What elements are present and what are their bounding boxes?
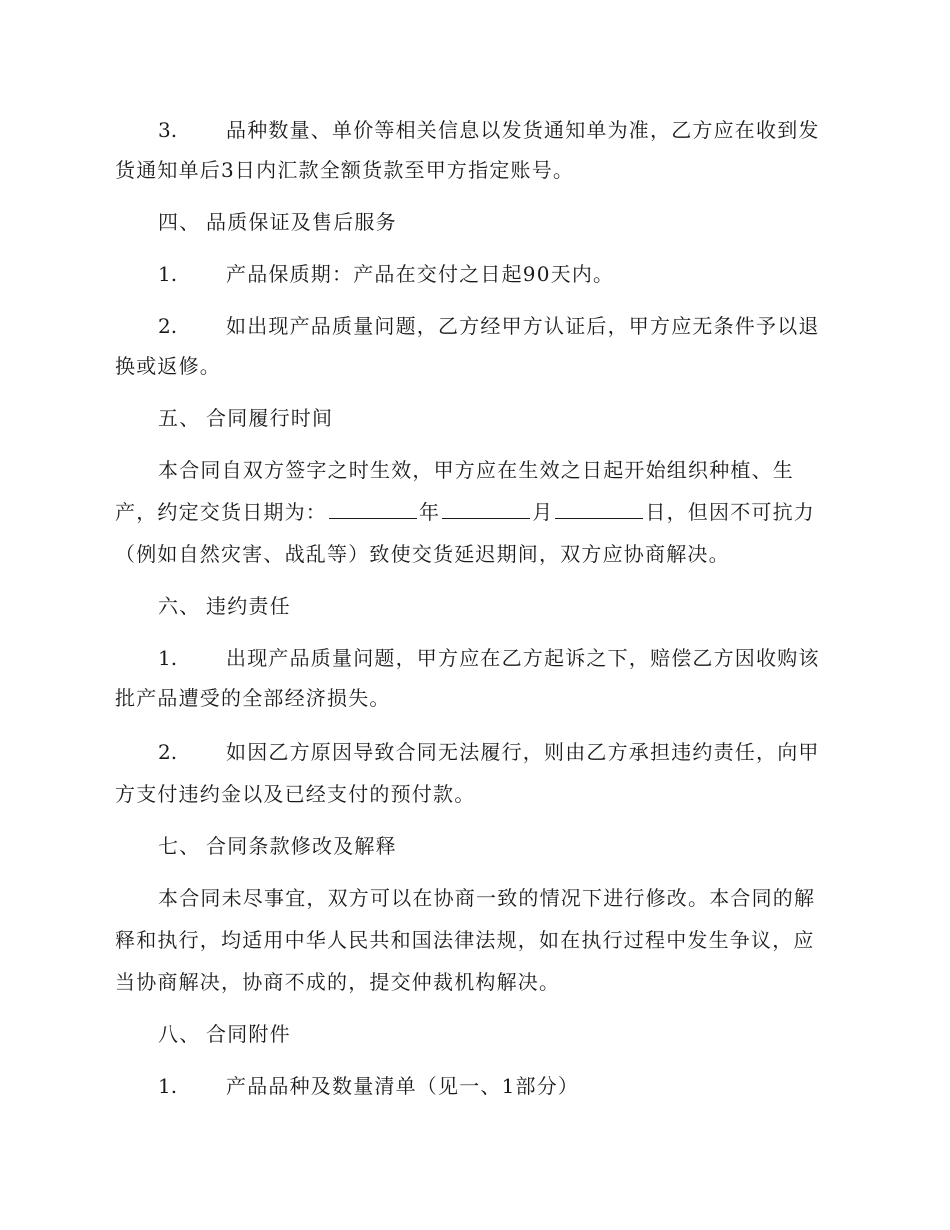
clause-6-2-line-1 [158,738,820,766]
clause-4-2-line-1 [158,312,820,340]
section-number: 五、 [158,406,201,430]
section-7-paragraph-line-1 [158,884,815,912]
clause-text: 出现产品质量问题，甲方应在乙方起诉之下，赔偿乙方因收购该 [226,646,820,670]
clause-text: 货通知单后3日内汇款全额货款至甲方指定账号。 [115,158,575,182]
clause-4-2-line-2 [115,352,221,380]
section-title: 合同条款修改及解释 [206,834,397,858]
section-4-heading [158,208,397,236]
section-8-heading [158,1020,291,1048]
section-7-paragraph-line-2 [115,926,815,954]
section-7-heading [158,832,397,860]
year-blank-field[interactable] [329,498,417,519]
paragraph-text: 释和执行，均适用中华人民共和国法律法规，如在执行过程中发生争议，应 [115,928,815,952]
clause-text: 产品保质期：产品在交付之日起90天内。 [226,262,615,286]
section-7-paragraph-line-3 [115,968,560,996]
clause-number: 2. [158,740,178,764]
clause-3-line-2 [115,156,574,184]
clause-6-1-line-2 [115,684,391,712]
clause-text: 换或返修。 [115,354,221,378]
paragraph-text: 本合同自双方签字之时生效，甲方应在生效之日起开始组织种植、生 [158,458,794,482]
clause-6-1-line-1 [158,644,820,672]
day-label: 日，但因不可抗力 [645,500,816,524]
clause-number: 1. [158,262,178,286]
clause-number: 2. [158,314,178,338]
clause-text: 如出现产品质量问题，乙方经甲方认证后，甲方应无条件予以退 [226,314,820,338]
clause-text: 批产品遭受的全部经济损失。 [115,686,391,710]
section-5-paragraph-line-3 [115,540,730,568]
section-title: 违约责任 [206,594,291,618]
section-5-heading [158,404,333,432]
clause-text: 方支付违约金以及已经支付的预付款。 [115,782,476,806]
clause-8-1 [158,1072,579,1100]
clause-text: 产品品种及数量清单（见一、1部分） [226,1074,580,1098]
clause-text: 如因乙方原因导致合同无法履行，则由乙方承担违约责任，向甲 [226,740,820,764]
section-number: 四、 [158,210,201,234]
day-blank-field[interactable] [555,498,643,519]
paragraph-text: 当协商解决，协商不成的，提交仲裁机构解决。 [115,970,561,994]
clause-number: 1. [158,1074,178,1098]
section-number: 七、 [158,834,201,858]
paragraph-text: （例如自然灾害、战乱等）致使交货延迟期间，双方应协商解决。 [115,542,730,566]
clause-number: 1. [158,646,178,670]
year-label: 年 [419,500,441,524]
section-5-paragraph-line-2 [115,498,815,526]
paragraph-text: 产，约定交货日期为： [115,500,327,524]
month-blank-field[interactable] [442,498,530,519]
clause-3-line-1 [158,116,820,144]
clause-4-1 [158,260,614,288]
section-number: 六、 [158,594,201,618]
clause-number: 3. [158,118,178,142]
month-label: 月 [532,500,554,524]
section-title: 合同附件 [206,1022,291,1046]
section-5-paragraph-line-1 [158,456,794,484]
section-title: 合同履行时间 [206,406,334,430]
clause-text: 品种数量、单价等相关信息以发货通知单为准，乙方应在收到发 [226,118,820,142]
section-number: 八、 [158,1022,201,1046]
clause-6-2-line-2 [115,780,475,808]
section-6-heading [158,592,291,620]
paragraph-text: 本合同未尽事宜，双方可以在协商一致的情况下进行修改。本合同的解 [158,886,816,910]
section-title: 品质保证及售后服务 [206,210,397,234]
